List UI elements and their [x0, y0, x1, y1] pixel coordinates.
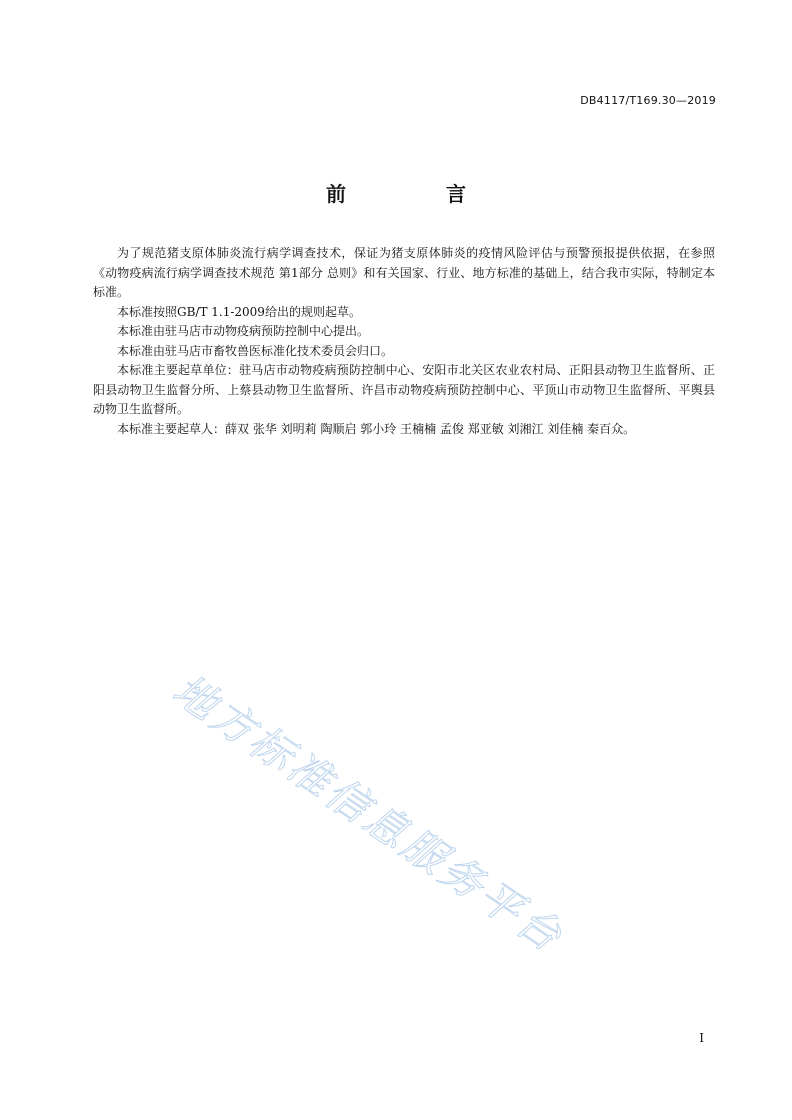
watermark-text: 地方标准信息服务平台	[164, 664, 573, 963]
paragraph-drafting-rules: 本标准按照GB/T 1.1-2009给出的规则起草。	[117, 304, 361, 319]
foreword-body	[93, 244, 715, 439]
standard-code: DB4117/T169.30—2019	[580, 94, 716, 107]
page-number: I	[699, 1031, 704, 1045]
paragraph-drafters: 本标准主要起草人：薛双 张华 刘明莉 陶顺启 郭小玲 王楠楠 孟俊 郑亚敏 刘湘江 刘佳楠 秦百众。	[117, 421, 636, 436]
page-title: 前 言	[326, 182, 506, 206]
paragraph-centralized-unit: 本标准由驻马店市畜牧兽医标准化技术委员会归口。	[117, 343, 394, 358]
paragraph-drafting-units: 本标准主要起草单位：驻马店市动物疫病预防控制中心、安阳市北关区农业农村局、正阳县动物卫生监督所、正阳县动物卫生监督分所、上蔡县动物卫生监督所、许昌市动物疫病预防控制中心、平顶山市动物卫生监督所、平舆县动物卫生监督所。	[93, 363, 715, 416]
paragraph-purpose: 为了规范猪支原体肺炎流行病学调查技术，保证为猪支原体肺炎的疫情风险评估与预警预报提供依据，在参照《动物疫病流行病学调查技术规范 第1部分 总则》和有关国家、行业、地方标准的基础上，结合我市实际，特制定本标准。	[93, 246, 715, 299]
paragraph-proposer: 本标准由驻马店市动物疫病预防控制中心提出。	[117, 324, 370, 338]
